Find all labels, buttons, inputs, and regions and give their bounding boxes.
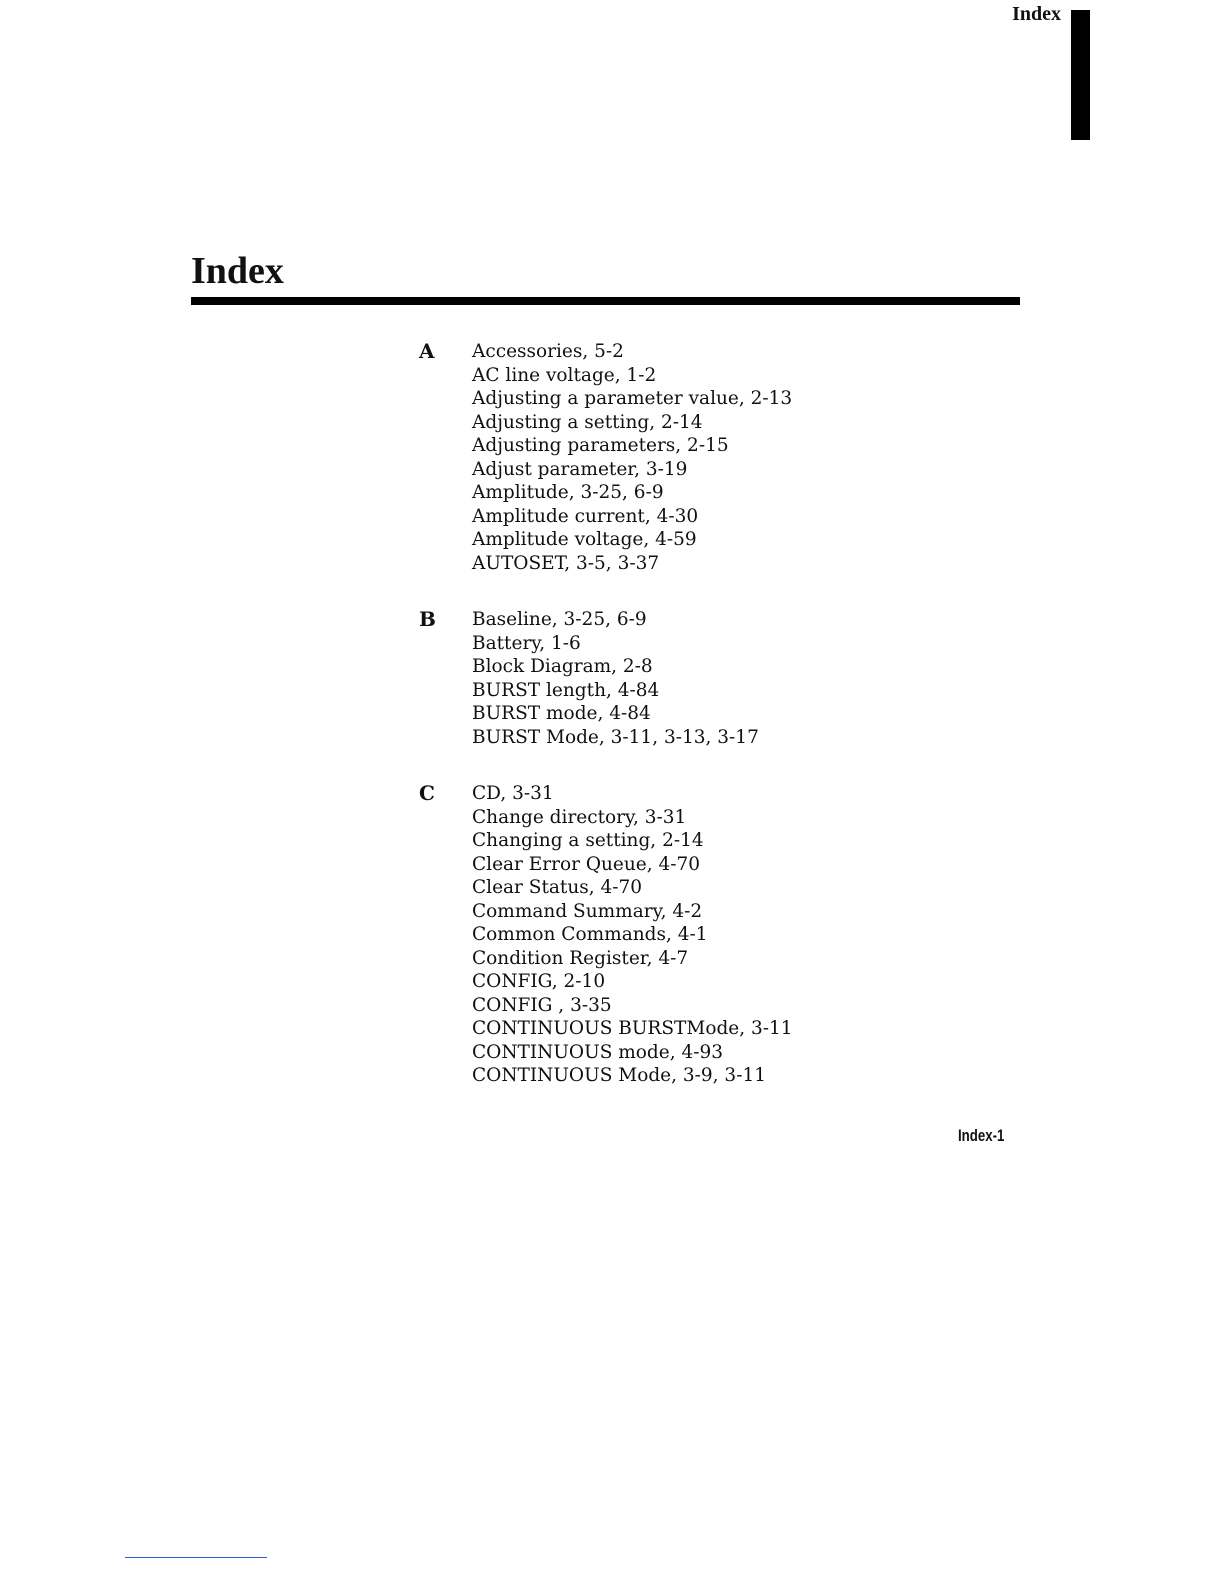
entry-list (472, 782, 793, 1088)
page-title: Index (191, 250, 284, 292)
index-entry: CONTINUOUS mode, 4-93 (472, 1041, 724, 1063)
index-entry: Changing a setting, 2-14 (472, 830, 704, 851)
group-letter: C (419, 781, 435, 805)
index-entry: Baseline, 3-25, 6-9 (472, 609, 647, 630)
group-letter: B (419, 607, 436, 631)
index-entry: Change directory, 3-31 (472, 806, 687, 828)
index-entry: Block Diagram, 2-8 (472, 656, 653, 677)
index-entry: BURST length, 4-84 (472, 679, 660, 701)
index-entry: Accessories, 5-2 (472, 341, 624, 362)
index-entry: BURST Mode, 3-11, 3-13, 3-17 (472, 726, 759, 748)
index-entry: Adjusting a setting, 2-14 (472, 411, 703, 433)
index-entry: CONFIG , 3-35 (472, 994, 612, 1016)
index-entry: Command Summary, 4-2 (472, 900, 703, 922)
page-number: Index-1 (958, 1126, 1005, 1145)
title-rule (191, 297, 1020, 305)
index-entry: Clear Error Queue, 4-70 (472, 853, 701, 875)
index-entry: Amplitude, 3-25, 6-9 (472, 482, 664, 503)
index-entry: AC line voltage, 1-2 (472, 364, 657, 386)
entry-list (472, 608, 759, 749)
group-letter: A (419, 339, 435, 363)
index-entry: CONFIG, 2-10 (472, 971, 606, 992)
index-entry: BURST mode, 4-84 (472, 703, 651, 724)
entry-list (472, 340, 792, 575)
index-entry: Battery, 1-6 (472, 632, 581, 654)
index-entry: Condition Register, 4-7 (472, 947, 689, 969)
index-entry: CD, 3-31 (472, 783, 554, 804)
index-entry: Amplitude current, 4-30 (472, 505, 699, 527)
index-entry: Common Commands, 4-1 (472, 924, 708, 945)
index-entry: Amplitude voltage, 4-59 (472, 529, 697, 550)
index-entry: AUTOSET, 3-5, 3-37 (472, 552, 660, 574)
thumb-tab-marker (1071, 10, 1090, 140)
running-head: Index (1012, 3, 1061, 25)
index-entry: Adjusting parameters, 2-15 (472, 435, 729, 456)
index-entry: Adjusting a parameter value, 2-13 (472, 388, 793, 409)
index-entry: Adjust parameter, 3-19 (472, 458, 688, 480)
index-entry: CONTINUOUS BURSTMode, 3-11 (472, 1018, 793, 1039)
index-entry: Clear Status, 4-70 (472, 877, 643, 898)
footnote-rule (125, 1557, 267, 1558)
index-entry: CONTINUOUS Mode, 3-9, 3-11 (472, 1065, 766, 1086)
